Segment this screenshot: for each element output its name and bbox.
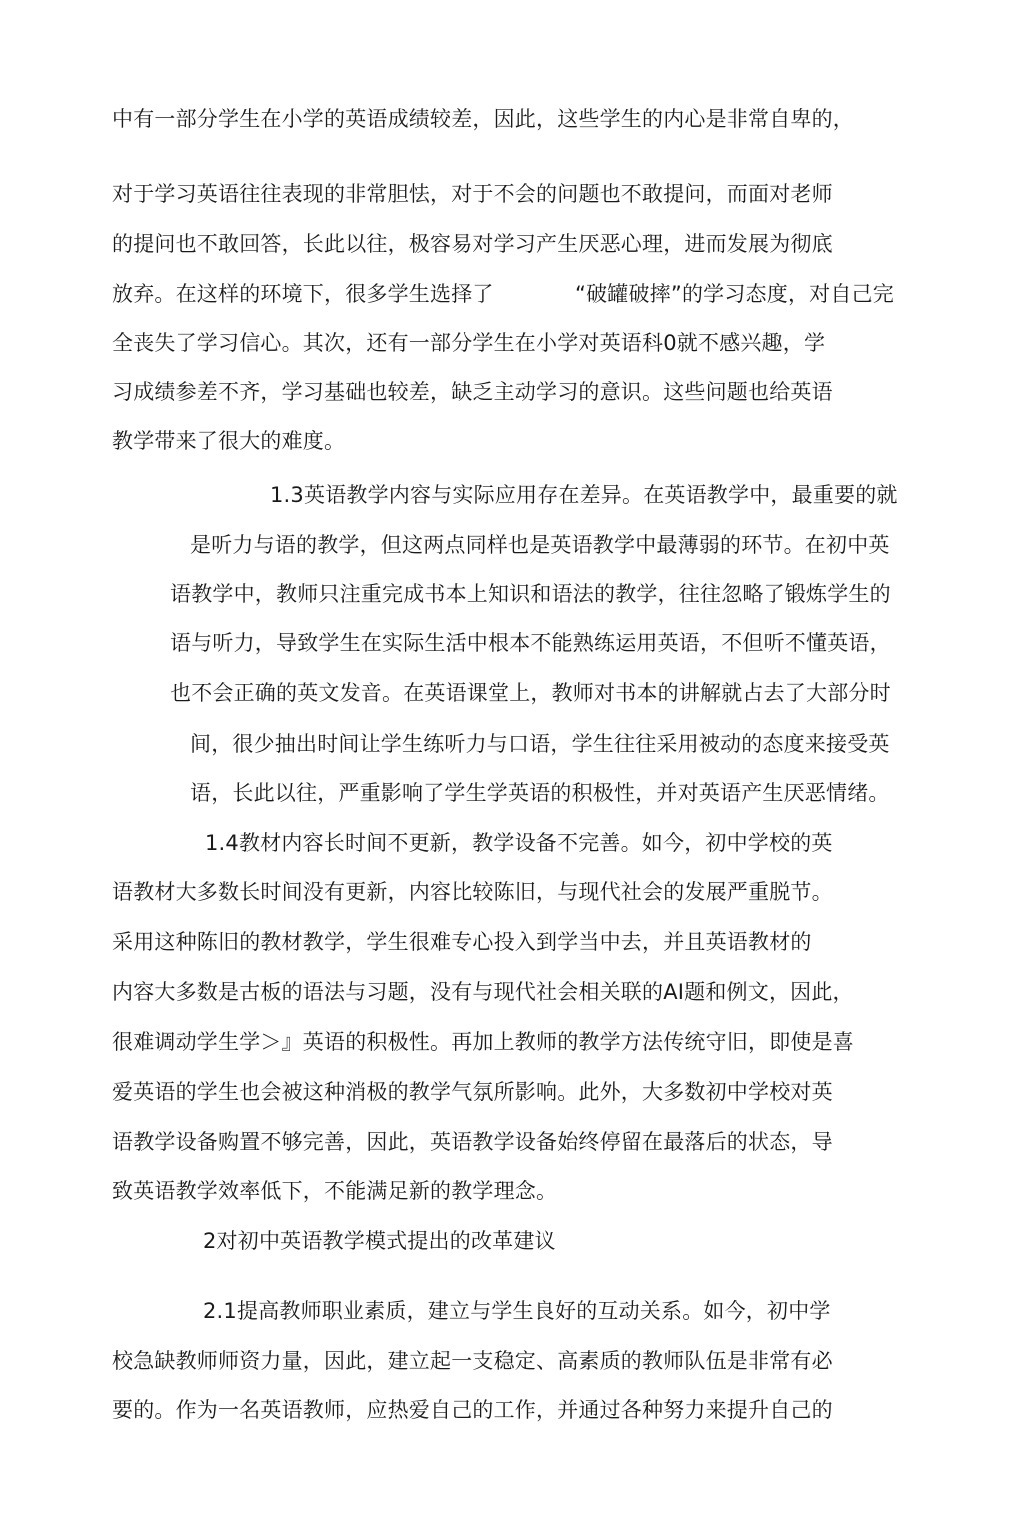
text-line: 致英语教学效率低下，不能满足新的教学理念。 (112, 1179, 558, 1203)
section-heading-2-1: 2.1提高教师职业素质，建立与学生良好的互动关系。如今，初中学 (203, 1299, 831, 1323)
text-line: 对于学习英语往往表现的非常胆怯，对于不会的问题也不敢提问，而面对老师 (112, 182, 833, 206)
text-line: 教学带来了很大的难度。 (112, 429, 346, 453)
text-line: 要的。作为一名英语教师，应热爱自己的工作，并通过各种努力来提升自己的 (112, 1398, 833, 1422)
text-line: 间，很少抽出时间让学生练听力与口语，学生往往采用被动的态度来接受英 (190, 732, 890, 756)
text-line: 习成绩参差不齐，学习基础也较差，缺乏主动学习的意识。这些问题也给英语 (112, 380, 833, 404)
text-line: 放弃。在这样的环境下，很多学生选择了 (112, 282, 494, 306)
section-heading-1-4: 1.4教材内容长时间不更新，教学设备不完善。如今，初中学校的英 (205, 831, 833, 855)
section-heading-2: 2对初中英语教学模式提出的改革建议 (203, 1229, 556, 1253)
text-line: 语与听力，导致学生在实际生活中根本不能熟练运用英语，不但听不懂英语， (170, 631, 891, 655)
text-line: 语教材大多数长时间没有更新，内容比较陈旧，与现代社会的发展严重脱节。 (112, 880, 833, 904)
text-line: 爱英语的学生也会被这种消极的教学气氛所影响。此外，大多数初中学校对英 (112, 1080, 833, 1104)
text-line: 是听力与语的教学，但这两点同样也是英语教学中最薄弱的环节。在初中英 (190, 533, 890, 557)
text-line: 也不会正确的英文发音。在英语课堂上，教师对书本的讲解就占去了大部分时 (170, 681, 891, 705)
text-line: 语，长此以往，严重影响了学生学英语的积极性，并对英语产生厌恶情绪。 (190, 781, 890, 805)
text-line: 采用这种陈旧的教材教学，学生很难专心投入到学当中去，并且英语教材的 (112, 930, 812, 954)
text-line: 内容大多数是古板的语法与习题，没有与现代社会相关联的AI题和例文，因此， (112, 980, 854, 1004)
text-line: 很难调动学生学＞』英语的积极性。再加上教师的教学方法传统守旧，即使是喜 (112, 1030, 854, 1054)
text-line: 校急缺教师师资力量，因此，建立起一支稳定、高素质的教师队伍是非常有必 (112, 1349, 833, 1373)
text-line: 中有一部分学生在小学的英语成绩较差，因此，这些学生的内心是非常自卑的， (112, 107, 854, 131)
text-line: 的提问也不敢回答，长此以往，极容易对学习产生厌恶心理，进而发展为彻底 (112, 232, 833, 256)
text-line: 语教学设备购置不够完善，因此，英语教学设备始终停留在最落后的状态，导 (112, 1130, 833, 1154)
text-line: 全丧失了学习信心。其次，还有一部分学生在小学对英语科0就不感兴趣，学 (112, 331, 826, 355)
text-line: 语教学中，教师只注重完成书本上知识和语法的教学，往往忽略了锻炼学生的 (170, 582, 891, 606)
text-line: “破罐破摔”的学习态度，对自己完 (575, 282, 894, 306)
section-heading-1-3: 1.3英语教学内容与实际应用存在差异。在英语教学中，最重要的就 (270, 483, 898, 507)
